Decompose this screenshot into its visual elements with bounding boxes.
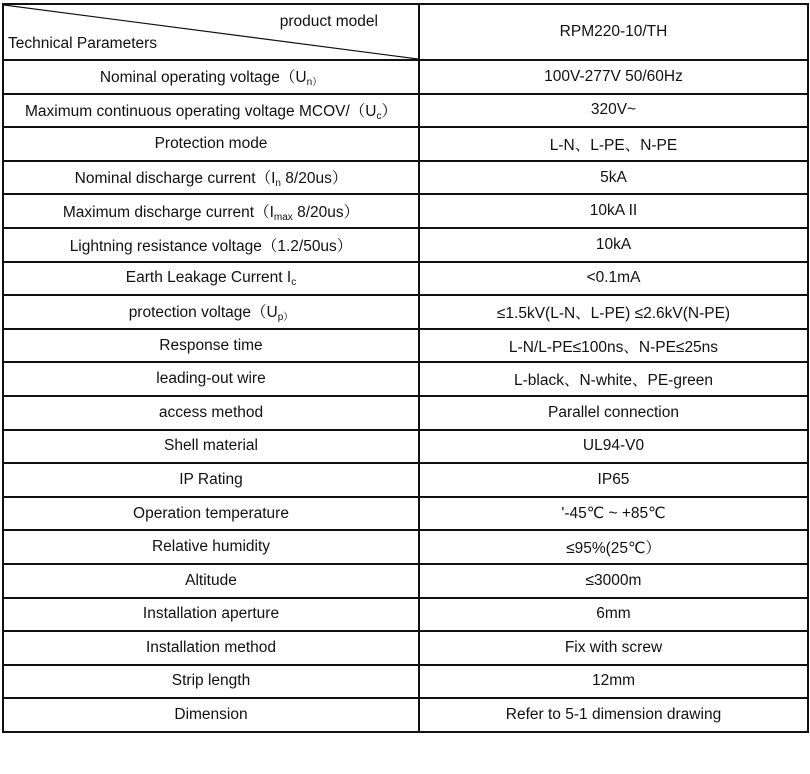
table-row [3,396,808,430]
parameter-name [3,430,419,464]
table-row [3,430,808,464]
parameter-name [3,127,419,161]
parameter-text: Maximum continuous operating voltage MCOV/（U [25,102,377,120]
parameter-name [3,295,419,329]
parameter-name [3,665,419,699]
parameter-name [3,94,419,128]
parameter-name [3,362,419,396]
parameter-text: Operation temperature [133,504,289,522]
table-row [3,161,808,195]
parameter-value: L-black、N-white、PE-green [419,362,808,396]
parameter-text: Dimension [174,706,248,724]
parameter-name [3,497,419,531]
table-row [3,698,808,732]
parameter-text: Nominal operating voltage（U [99,69,307,87]
parameter-text: IP Rating [179,470,243,488]
parameter-name [3,564,419,598]
parameter-suffix: 8/20us） [280,170,348,188]
parameter-text: Shell material [164,437,258,455]
table-row [3,262,808,296]
parameter-text: Installation aperture [142,605,280,623]
spec-table-body [3,4,808,732]
parameter-value: Parallel connection [419,396,808,430]
spec-table [2,3,809,733]
parameter-value: 100V-277V 50/60Hz [419,60,808,94]
table-row [3,665,808,699]
parameter-value: L-N、L-PE、N-PE [419,127,808,161]
parameter-value: UL94-V0 [419,430,808,464]
table-row [3,228,808,262]
parameter-suffix: 8/20us） [292,203,360,221]
parameter-value: 12mm [419,665,808,699]
table-row [3,564,808,598]
parameter-text: Relative humidity [151,538,271,556]
product-model-label: product model [279,13,378,30]
parameter-name [3,262,419,296]
parameter-value: 10kA II [419,194,808,228]
parameter-text: Altitude [185,571,237,589]
parameter-name [3,698,419,732]
parameter-text: Nominal discharge current（I [74,170,276,188]
parameter-name [3,631,419,665]
table-row [3,598,808,632]
parameter-text: Maximum discharge current（I [62,203,274,221]
parameter-name [3,598,419,632]
parameter-name [3,463,419,497]
parameter-value: 5kA [419,161,808,195]
parameter-name [3,396,419,430]
parameter-name [3,194,419,228]
parameter-text: Response time [159,336,263,354]
parameter-text: leading-out wire [156,370,266,388]
parameter-value: 6mm [419,598,808,632]
header-diagonal-cell [3,4,419,60]
parameter-name [3,530,419,564]
parameter-text: Lightning resistance voltage（1.2/50us） [69,237,353,255]
parameter-value: 10kA [419,228,808,262]
table-row [3,60,808,94]
parameter-text: Installation method [145,638,277,656]
table-row [3,631,808,665]
parameter-value: <0.1mA [419,262,808,296]
parameter-subscript: p） [277,312,294,324]
table-row [3,530,808,564]
parameter-text: Protection mode [154,134,268,152]
parameter-subscript: n） [306,77,323,89]
table-row [3,94,808,128]
parameter-name [3,60,419,94]
parameter-subscript: n [275,178,281,190]
parameter-subscript: c [376,110,382,122]
table-row [3,329,808,363]
parameter-text: Earth Leakage Current I [125,268,292,286]
table-row [3,362,808,396]
technical-parameters-label: Technical Parameters [8,35,158,52]
table-row [3,194,808,228]
parameter-value: 320V~ [419,94,808,128]
parameter-text: Strip length [171,672,251,690]
parameter-value: '-45℃ ~ +85℃ [419,497,808,531]
parameter-value: ≤1.5kV(L-N、L-PE) ≤2.6kV(N-PE) [419,295,808,329]
model-value: RPM220-10/TH [419,4,808,60]
parameter-value: Fix with screw [419,631,808,665]
parameter-name [3,161,419,195]
table-row [3,463,808,497]
parameter-text: protection voltage（U [128,304,278,322]
parameter-name [3,329,419,363]
parameter-value: IP65 [419,463,808,497]
parameter-suffix: ） [381,102,397,120]
parameter-value: ≤3000m [419,564,808,598]
header-row [3,4,808,60]
parameter-subscript: max [273,211,293,223]
parameter-name [3,228,419,262]
parameter-text: access method [158,403,264,421]
table-row [3,295,808,329]
table-row [3,497,808,531]
table-row [3,127,808,161]
parameter-subscript: c [291,276,297,288]
parameter-value: Refer to 5-1 dimension drawing [419,698,808,732]
parameter-value: ≤95%(25℃） [419,530,808,564]
parameter-value: L-N/L-PE≤100ns、N-PE≤25ns [419,329,808,363]
